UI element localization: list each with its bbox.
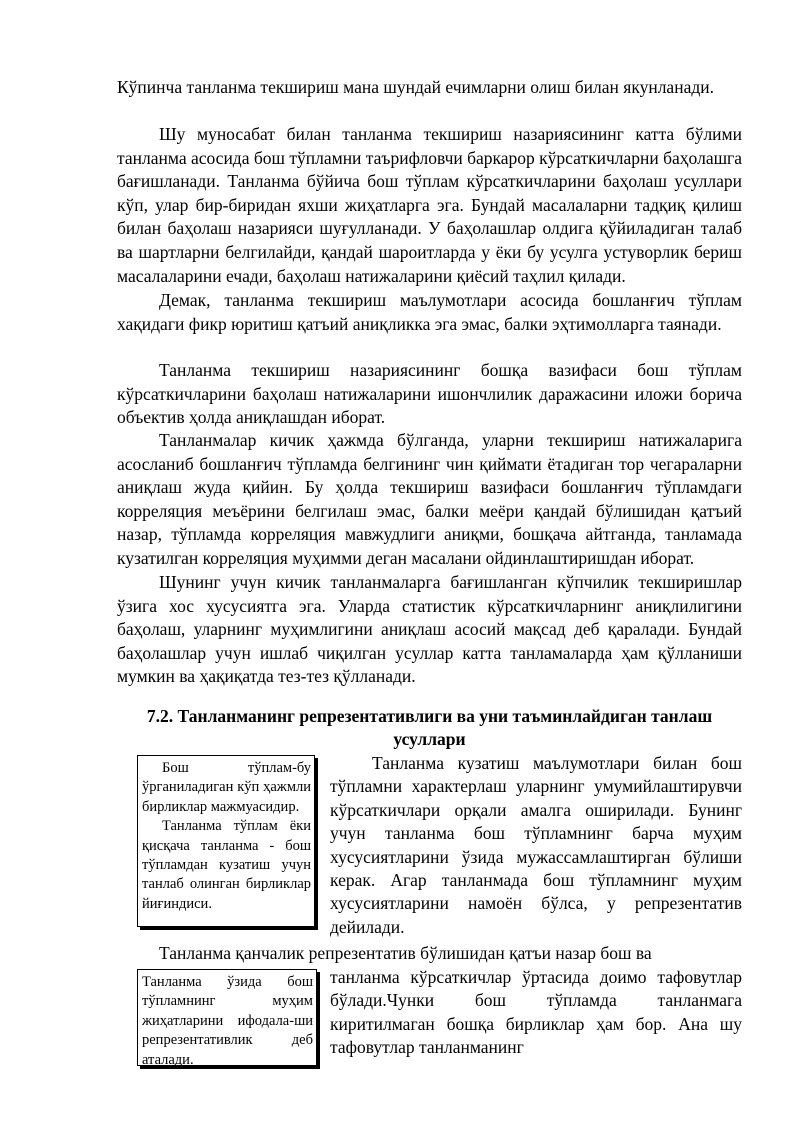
paragraph-4: Танланма текшириш назариясининг бошқа вазифаси бош тўплам кўрсаткичларини баҳолаш натижаларини ишончлилик даражасини иложи борича объектив ҳолда аниқлашдан иборат. [117, 360, 742, 428]
definition-sample: Танланма тўплам ёки қисқача танланма - бош тўпламдан кузатиш учун танлаб олинган бирликлар йиғиндиси. [142, 818, 311, 912]
paragraph-lead-line: Танланма қанчалик репрезентатив бўлишидан қатъи назар бош ва [159, 943, 652, 963]
side-paragraph-2: танланма кўрсаткичлар ўртасида доимо тафовутлар бўлади.Чунки бош тўпламда танланмага киритилмаган бошқа бирликлар ҳам бор. Ана шу тафовутлар танланманинг [330, 967, 742, 1058]
paragraph-2: Шу муносабат билан танланма текшириш назариясининг катта бўлими танланма асосида бош тўпламни таърифловчи баркарор кўрсаткичларни баҳолашга бағишланади. Танланма бўйича бош тўплам кўрсаткичларини баҳолаш усуллари кўп, улар бир-биридан яхши жиҳатларга эга. Бундай масалаларни тадқиқ қилиш билан баҳолаш назарияси шуғулланади. У баҳолашлар олдига қўйиладиган талаб ва шартларни белгилайди, қандай шароитларда у ёки бу усулга устуворлик бериш масалаларини ечади, баҳолаш натижаларини қиёсий таҳлил қилади. [117, 124, 743, 286]
section-heading: 7.2. Танланманинг репрезентативлиги ва уни таъминлайдиган танлаш усуллари [146, 706, 713, 749]
definition-box-population [137, 755, 315, 927]
paragraph-6: Шунинг учун кичик танланмаларга бағишланган кўпчилик текширишлар ўзига хос хусусиятга эга. Уларда статистик кўрсаткичларнинг аниқлилигини баҳолаш, уларнинг муҳимлигини аниқлаш асосий мақсад деб қаралади. Бундай баҳолашлар учун ишлаб чиқилган усуллар катта танламаларда ҳам қўлланиши мумкин ва ҳақиқатда тез-тез қўлланади. [117, 572, 742, 687]
paragraph-5: Танланмалар кичик ҳажмда бўлганда, уларни текшириш натижаларига асосланиб бошланғич тўпламда белгининг чин қиймати ётадиган тор чегараларни аниқлаш жуда қийин. Бу ҳолда текшириш вазифаси бошланғич тўпламдаги корреляция меъёрини белгилаш эмас, балки меёри қандай бўлишидан қатъий назар, тўпламда корреляция мавжудлиги аниқми, бошқача айтганда, танламада кузатилган корреляция муҳимми деган масалани ойдинлаштиришдан иборат. [117, 430, 742, 568]
definition-box-representativeness [137, 969, 317, 1066]
paragraph-1: Кўпинча танланма текшириш мана шундай ечимларни олиш билан якунланади. [117, 77, 714, 97]
paragraph-3: Демак, танланма текшириш маълумотлари асосида бошланғич тўплам хақидаги фикр юритиш қатъий аниқликка эга эмас, балки эҳтимолларга таянади. [117, 290, 742, 334]
side-paragraph-1: Танланма кузатиш маълумотлари билан бош тўпламни характерлаш уларнинг умумийлаштирувчи кўрсаткичлари орқали амалга оширилади. Бунинг учун танланма бош тўпламнинг барча муҳим хусусиятларини ўзида мужассамлаштирган бўлиши керак. Агар танланмада бош тўпламнинг муҳим хусусиятларини намоён бўлса, у репрезентатив дейилади. [330, 753, 742, 937]
definition-representativeness: Танланма ўзида бош тўпламнинг муҳим жиҳатларини ифодала-ши репрезентативлик деб аталади. [142, 974, 313, 1068]
definition-population: Бош тўплам-бу ўрганиладиган кўп ҳажмли бирликлар мажмуасидир. [142, 760, 311, 815]
